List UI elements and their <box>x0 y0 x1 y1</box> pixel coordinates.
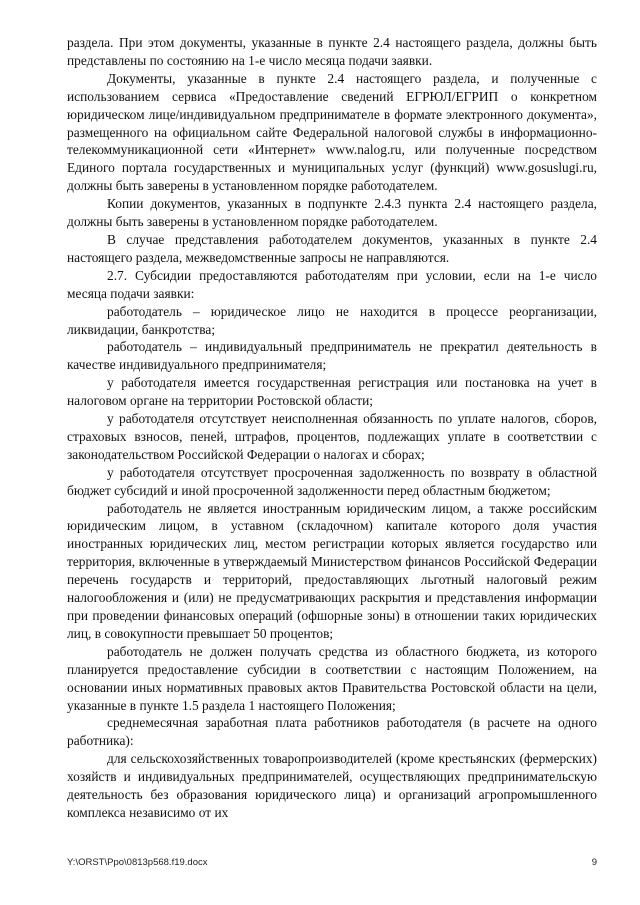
page-number: 9 <box>591 857 597 868</box>
paragraph: 2.7. Субсидии предоставляются работодателям при условии, если на 1-е число месяца подачи заявки: <box>67 267 597 301</box>
footer-file-path: Y:\ORST\Ppo\0813p568.f19.docx <box>67 857 208 868</box>
paragraph: В случае представления работодателем документов, указанных в пункте 2.4 настоящего раздела, межведомственные запросы не направляются. <box>67 231 597 265</box>
paragraph: среднемесячная заработная плата работников работодателя (в расчете на одного работника): <box>67 715 597 749</box>
paragraph: Копии документов, указанных в подпункте 2.4.3 пункта 2.4 настоящего раздела, должны быть заверены в установленном порядке работодателем. <box>67 196 597 230</box>
paragraph: у работодателя отсутствует неисполненная обязанность по уплате налогов, сборов, страховых взносов, пеней, штрафов, процентов, подлежащих уплате в соответствии с законодательством Российской Федерации о налогах и сборах; <box>67 411 597 462</box>
paragraph: работодатель – индивидуальный предприниматель не прекратил деятельность в качестве индивидуального предпринимателя; <box>67 339 597 373</box>
paragraph: у работодателя отсутствует просроченная задолженность по возврату в областной бюджет субсидий и иной просроченной задолженности перед областным бюджетом; <box>67 464 597 498</box>
paragraph: у работодателя имеется государственная регистрация или постановка на учет в налоговом органе на территории Ростовской области; <box>67 375 597 409</box>
paragraph: для сельскохозяйственных товаропроизводителей (кроме крестьянских (фермерских) хозяйств и индивидуальных предпринимателей, осуществляющих предпринимательскую деятельность без образования юридического лица) и организаций агропромышленного комплекса независимо от их <box>67 751 597 820</box>
paragraph: раздела. При этом документы, указанные в пункте 2.4 настоящего раздела, должны быть представлены по состоянию на 1-е число месяца подачи заявки. <box>67 35 597 68</box>
paragraph: работодатель – юридическое лицо не находится в процессе реорганизации, ликвидации, банкротства; <box>67 303 597 337</box>
paragraph: работодатель не должен получать средства из областного бюджета, из которого планируется предоставление субсидии в соответствии с настоящим Положением, на основании иных нормативных правовых актов Правительства Ростовской области на цели, указанные в пункте 1.5 раздела 1 настоящего Положения; <box>67 643 597 713</box>
document-body <box>67 34 597 822</box>
paragraph: Документы, указанные в пункте 2.4 настоящего раздела, и полученные с использованием сервиса «Предоставление сведений ЕГРЮЛ/ЕГРИП о конкретном юридическом лице/индивидуальном предпринимателе в формате электронного документа», размещенного на официальном сайте Федеральной налоговой службы в информационно-телекоммуникационной сети «Интернет» www.nalog.ru, или полученные посредством Единого портала государственных и муниципальных услуг (функций) www.gosuslugi.ru, должны быть заверены в установленном порядке работодателем. <box>67 70 597 194</box>
paragraph: работодатель не является иностранным юридическим лицом, а также российским юридическим лицом, в уставном (складочном) капитале которого доля участия иностранных юридических лиц, местом регистрации которых является государство или территория, включенные в утверждаемый Министерством финансов Российской Федерации перечень государств и территорий, предоставляющих льготный налоговый режим налогообложения и (или) не предусматривающих раскрытия и представления информации при проведении финансовых операций (офшорные зоны) в отношении таких юридических лиц, в совокупности превышает 50 процентов; <box>67 500 597 641</box>
